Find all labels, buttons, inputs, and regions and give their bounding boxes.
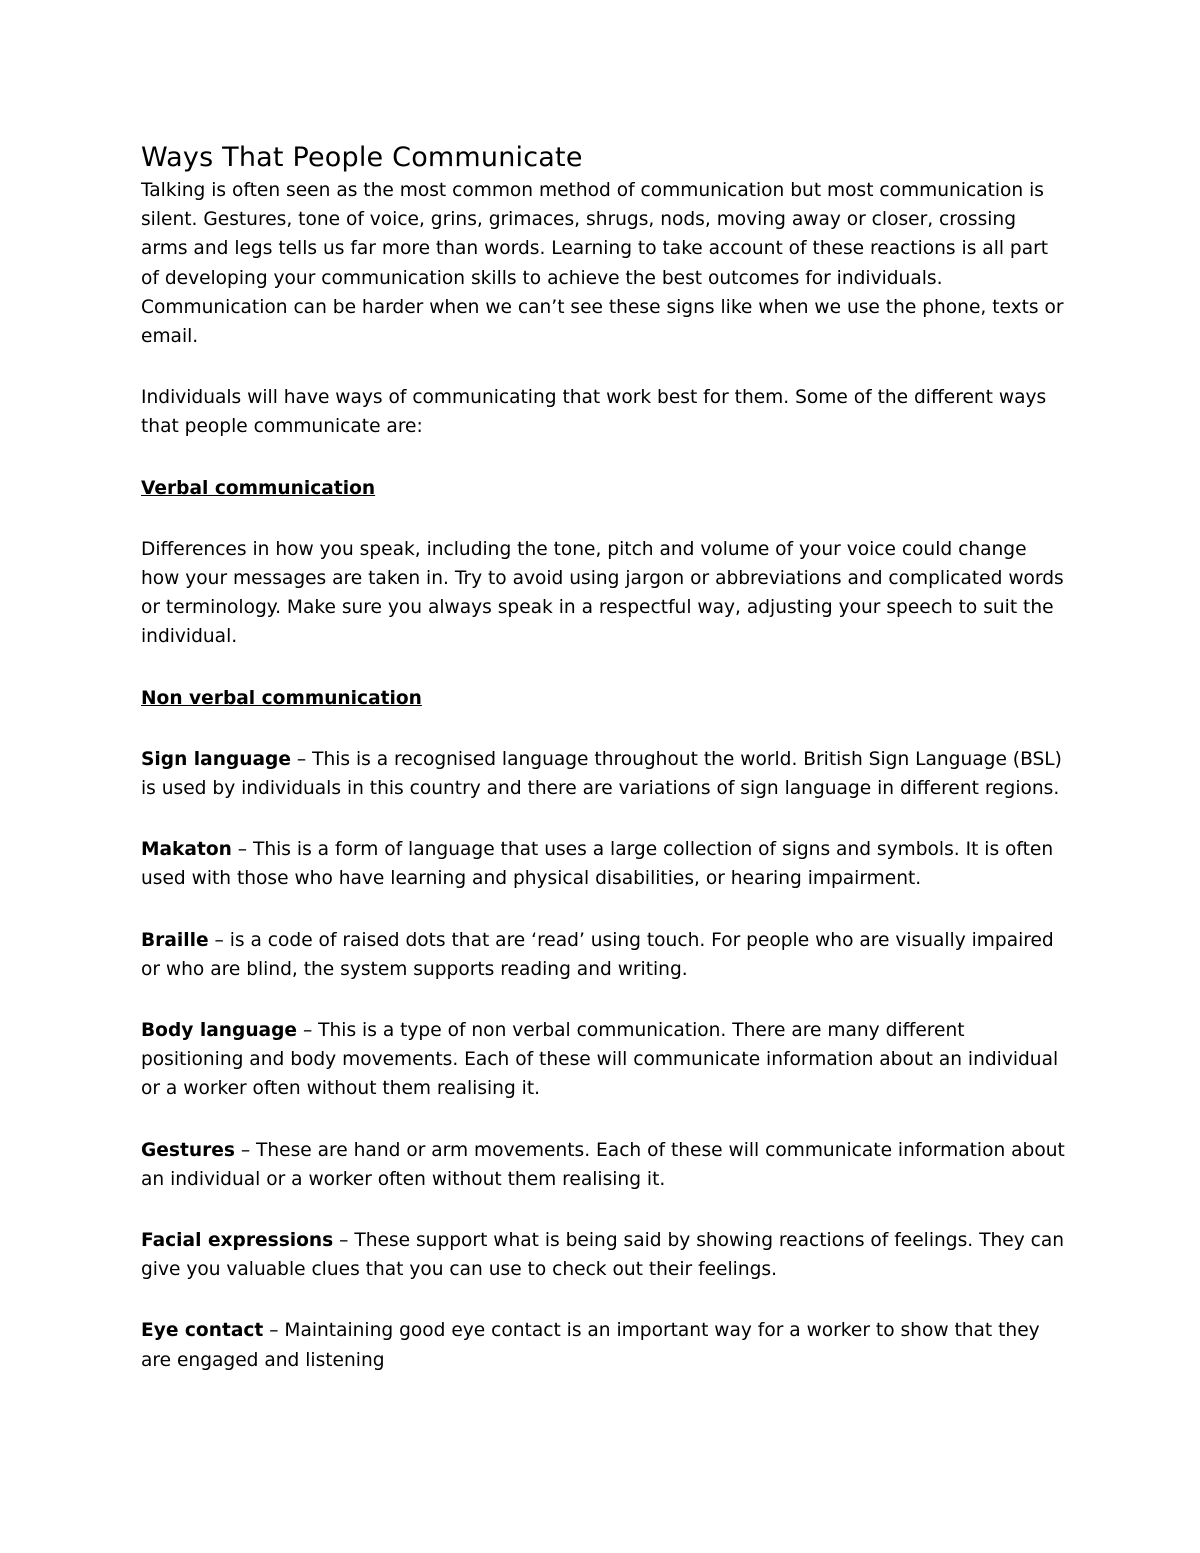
item-braille (141, 926, 1066, 984)
paragraph-spacer (141, 894, 1066, 926)
verbal-paragraph: Differences in how you speak, including the tone, pitch and volume of your voice could change how your messages are taken in. Try to avoid using jargon or abbreviations and complicated words or terminology. Make sure you always speak in a respectful way, adjusting your speech to suit the individual. (141, 538, 1064, 648)
desc-makaton: – This is a form of language that uses a large collection of signs and symbols. It is often used with those who have learning and physical disabilities, or hearing impairment. (141, 839, 1054, 890)
desc-braille: – is a code of raised dots that are ‘read’ using touch. For people who are visually impaired or who are blind, the system supports reading and writing. (141, 929, 1054, 980)
term-makaton: Makaton (141, 839, 232, 861)
page-title: Ways That People Communicate (141, 142, 583, 173)
item-sign-language (141, 745, 1066, 803)
item-eye-contact (141, 1316, 1066, 1374)
desc-eye-contact: – Maintaining good eye contact is an important way for a worker to show that they are engaged and listening (141, 1320, 1040, 1371)
item-facial-expressions (141, 1226, 1066, 1284)
verbal-heading: Verbal communication (141, 477, 376, 499)
term-facial-expressions: Facial expressions (141, 1230, 334, 1252)
term-body-language: Body language (141, 1020, 298, 1042)
term-braille: Braille (141, 929, 209, 951)
paragraph-spacer (141, 1284, 1066, 1316)
paragraph-spacer (141, 652, 1066, 684)
term-eye-contact: Eye contact (141, 1320, 264, 1342)
paragraph-spacer (141, 803, 1066, 835)
desc-facial-expressions: – These support what is being said by showing reactions of feelings. They can give you valuable clues that you can use to check out their feelings. (141, 1230, 1065, 1281)
term-gestures: Gestures (141, 1139, 235, 1161)
non-verbal-heading: Non verbal communication (141, 687, 422, 709)
second-paragraph: Individuals will have ways of communicating that work best for them. Some of the different ways that people communicate are: (141, 387, 1047, 438)
document-page (141, 140, 1066, 1375)
term-sign-language: Sign language (141, 748, 291, 770)
intro-paragraph: Talking is often seen as the most common method of communication but most communication is silent. Gestures, tone of voice, grins, grimaces, shrugs, nods, moving away or closer, crossing arms and legs tells us far more than words. Learning to take account of these reactions is all part of developing your communication skills to achieve the best outcomes for individuals. Communication can be harder when we can’t see these signs like when we use the phone, texts or email. (141, 180, 1064, 348)
paragraph-spacer (141, 1104, 1066, 1136)
paragraph-spacer (141, 351, 1066, 383)
paragraph-spacer (141, 442, 1066, 474)
item-makaton (141, 835, 1066, 893)
item-body-language (141, 1016, 1066, 1104)
paragraph-spacer (141, 984, 1066, 1016)
item-gestures (141, 1136, 1066, 1194)
desc-gestures: – These are hand or arm movements. Each of these will communicate information about an individual or a worker often without them realising it. (141, 1139, 1065, 1190)
paragraph-spacer (141, 713, 1066, 745)
paragraph-spacer (141, 503, 1066, 535)
paragraph-spacer (141, 1194, 1066, 1226)
desc-sign-language: – This is a recognised language throughout the world. British Sign Language (BSL) is used by individuals in this country and there are variations of sign language in different regions. (141, 748, 1062, 800)
desc-body-language: – This is a type of non verbal communication. There are many different positioning and body movements. Each of these will communicate information about an individual or a worker often without them realising it. (141, 1020, 1059, 1100)
